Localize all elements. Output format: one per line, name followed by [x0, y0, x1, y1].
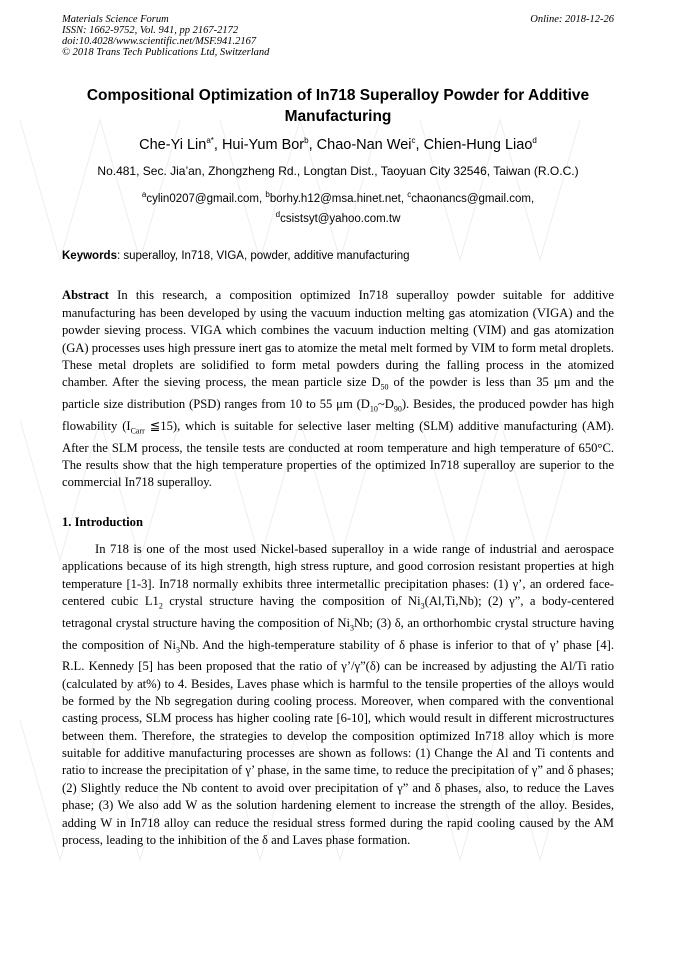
author-name: Hui-Yum Bor	[221, 136, 305, 153]
email-link[interactable]: cylin0207@gmail.com	[146, 192, 259, 205]
author-superscript: b	[304, 136, 309, 145]
introduction-paragraph: In 718 is one of the most used Nickel-based superalloy in a wide range of industrial and aerospace applications because of its high strength, high stress rupture, and good corrosion resistant properties at high temperature [1-3]. In718 normally exhibits three intermetallic precipitation phases: (1) γ’, an ordered face-centered cubic $L1_2$ crystal structure having the composition of $Ni_3(Al,Ti,Nb)$; (2) γ”, a body-centered tetragonal crystal structure having the composition of $Ni_3Nb$; (3) δ, an orthorhombic crystal structure having the composition of $Ni_3Nb$. And the high-temperature stability of δ phase is inferior to that of γ’ phase [4]. R.L. Kennedy [5] has been proposed that the ratio of γ’/γ”(δ) can be increased by adjusting the Al/Ti ratio (calculated by at%) to 4. Besides, Laves phase which is harmful to the tensile properties of the alloys would be formed by the Nb segregation during cooling process. Moreover, when compared with the conventional casting process, SLM process has higher cooling rate [6-10], which would result in different microstructures between them. Therefore, the strategies to develop the composition optimized In718 alloy which is more suitable for additive manufacturing processes are shown as follows: (1) Change the Al and Ti contents and ratio to increase the precipitation of γ’ phase, in the same time, to reduce the precipitation of γ” and δ phases; (2) Slightly reduce the Nb content to avoid over precipitation of γ” and δ phases, also, to reduce the Laves phase; (3) We also add W as the solution hardening element to increase the strength of the alloy. Besides, adding W in In718 alloy can reduce the residual stress formed during the rapid cooling caused by the AM process, leading to the inhibition of the δ and Laves phase formation.	[62, 541, 614, 847]
author-name: Chao-Nan Wei	[316, 136, 412, 153]
section-heading-introduction: 1. Introduction	[62, 514, 143, 529]
journal-header	[62, 14, 614, 58]
author-superscript: a*	[206, 136, 214, 145]
author-superscript: d	[532, 136, 537, 145]
email-superscript: b	[265, 189, 270, 199]
online-date: Online: 2018-12-26	[530, 14, 614, 25]
keywords	[62, 249, 614, 264]
journal-name: Materials Science Forum	[62, 14, 169, 25]
email-list: $^a$cylin0207@gmail.com, $^b$borhy.h12@msa.hinet.net, $^c$chaonancs@gmail.com, $^d$csistsyt@yahoo.com.tw	[141, 189, 535, 225]
email-superscript: a	[141, 189, 147, 199]
email-link[interactable]: chaonancs@gmail.com	[411, 192, 531, 205]
affiliation: No.481, Sec. Jia’an, Zhongzheng Rd., Longtan Dist., Taoyuan City 32546, Taiwan (R.O.C.)	[97, 163, 579, 178]
author-name: Chien-Hung Liao	[423, 136, 533, 153]
email-superscript: d	[275, 210, 281, 220]
author-superscript: c	[411, 136, 416, 145]
author-name: Che-Yi Lin	[139, 136, 207, 153]
issn-line: ISSN: 1662-9752, Vol. 941, pp 2167-2172	[62, 25, 239, 36]
keywords-text: : superalloy, In718, VIGA, powder, additive manufacturing	[116, 250, 410, 263]
abstract: Abstract In this research, a composition optimized In718 superalloy powder suitable for additive manufacturing has been developed by using the vacuum induction melting gas atomization (VIGA) and the powder sieving process. VIGA which combines the vacuum induction melting (VIM) and gas atomization (GA) processes uses high pressure inert gas to atomize the metal melt formed by VIM to form metal droplets. These metal droplets are solidified to form metal powders during the falling process in the atomized chamber. After the sieving process, the mean particle size $D_{50}$ of the powder is less than 35 μm and the particle size distribution (PSD) ranges from 10 to 55 μm $(D_{10}\sim D_{90})$. Besides, the produced powder has high flowability ($I_{Carr}$ ≦15), which is suitable for selective laser melting (SLM) additive manufacturing (AM). After the SLM process, the tensile tests are conducted at room temperature and high temperature of 650°C. The results show that the high temperature properties of the optimized In718 superalloy are superior to the commercial In718 superalloy.	[62, 288, 615, 490]
paper-title: Compositional Optimization of In718 Superalloy Powder for Additive Manufacturing	[86, 87, 590, 125]
email-link[interactable]: csistsyt@yahoo.com.tw	[280, 212, 401, 225]
email-link[interactable]: borhy.h12@msa.hinet.net	[269, 192, 401, 205]
doi-link[interactable]: doi:10.4028/www.scientific.net/MSF.941.2167	[62, 36, 257, 47]
paper-content	[62, 14, 614, 849]
email-superscript: c	[407, 189, 412, 199]
author-list: Che-Yi Lin$^{a*}$, Hui-Yum Bor$^b$, Chao-Nan Wei$^c$, Chien-Hung Liao$^d$	[139, 136, 537, 153]
keywords-label: Keywords	[62, 250, 117, 263]
abstract-label: Abstract	[62, 288, 109, 303]
copyright-line: © 2018 Trans Tech Publications Ltd, Switzerland	[62, 47, 270, 58]
